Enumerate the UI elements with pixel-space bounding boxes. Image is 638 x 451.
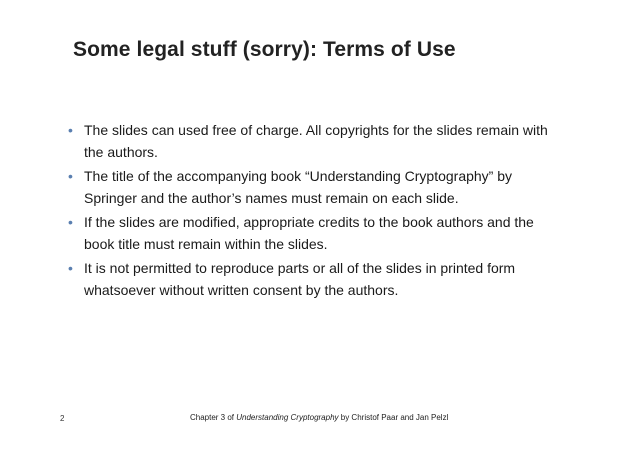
bullet-list [66, 119, 566, 303]
bullet-icon: • [68, 260, 73, 276]
footer-book-title: Understanding Cryptography [236, 413, 339, 422]
footer-caption-authors: by Christof Paar and Jan Pelzl [338, 413, 449, 422]
bullet-item [66, 119, 566, 163]
bullet-text: If the slides are modified, appropriate credits to the book authors and the book title must remain within the slides. [84, 214, 534, 252]
footer-caption [190, 413, 448, 422]
bullet-text: It is not permitted to reproduce parts or all of the slides in printed form whatsoever without written consent by the authors. [84, 260, 516, 298]
slide-title: Some legal stuff (sorry): Terms of Use [73, 38, 456, 61]
bullet-icon: • [68, 214, 73, 230]
bullet-text: The slides can used free of charge. All copyrights for the slides remain with the authors. [84, 122, 548, 160]
footer-caption-prefix: Chapter 3 of [190, 413, 237, 422]
page-number: 2 [60, 414, 65, 423]
bullet-text: The title of the accompanying book “Understanding Cryptography” by Springer and the author’s names must remain on each slide. [84, 168, 513, 206]
bullet-item [66, 257, 566, 301]
bullet-icon: • [68, 168, 73, 184]
bullet-item [66, 165, 566, 209]
bullet-item [66, 211, 566, 255]
bullet-icon: • [68, 122, 73, 138]
